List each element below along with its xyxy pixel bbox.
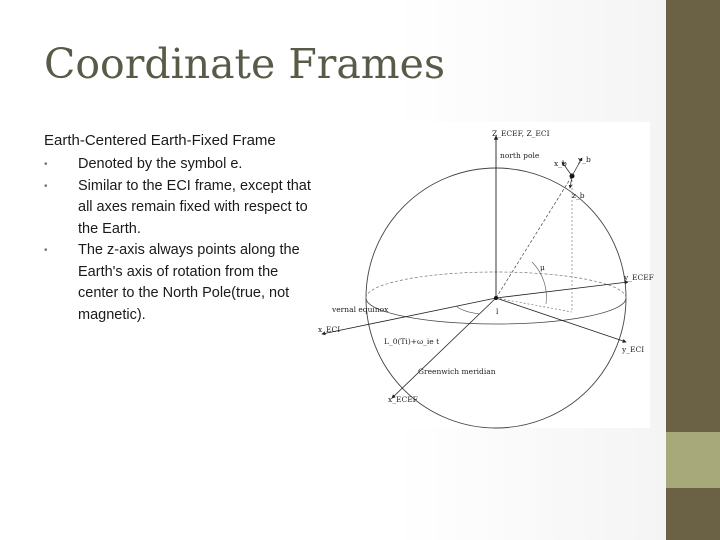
label-y-eci: y_ECI <box>622 345 645 354</box>
label-omega: L_0(Ti)+ω_ie t <box>384 337 440 346</box>
label-north-pole: north pole <box>500 151 540 160</box>
earth-center <box>494 296 498 300</box>
accent-bar-bottom <box>666 488 720 540</box>
bullet-text: Denoted by the symbol e. <box>78 156 243 172</box>
x-ecef-axis <box>392 298 496 398</box>
bullet-dot-icon: • <box>44 180 48 192</box>
accent-bar-middle <box>666 432 720 488</box>
bullet-dot-icon: • <box>44 159 48 170</box>
label-yb: y_b <box>578 155 591 164</box>
label-x-eci: x_ECI <box>318 325 341 334</box>
label-xb: x_b <box>554 159 567 168</box>
slide-subtitle: Earth-Centered Earth-Fixed Frame <box>44 132 276 149</box>
slide-title: Coordinate Frames <box>44 40 445 88</box>
bullet-item <box>44 176 312 241</box>
bullet-text: The z-axis always points along the Earth's axis of rotation from the center to the North Pole(true, not magnetic). <box>78 242 300 323</box>
label-mu: μ <box>540 263 545 272</box>
label-l: l <box>496 307 499 316</box>
longitude-arc <box>456 306 480 314</box>
label-greenwich: Greenwich meridian <box>418 367 496 376</box>
accent-bar-top <box>666 0 720 432</box>
label-y-ecef: y_ECEF <box>624 273 654 282</box>
y-ecef-axis <box>496 282 628 298</box>
label-x-ecef: x_ECEF <box>388 395 418 404</box>
y-eci-axis <box>496 298 626 342</box>
bullet-list <box>44 154 312 326</box>
bullet-item <box>44 154 312 176</box>
position-vector <box>496 176 572 298</box>
label-z-top: Z_ECEF, Z_ECI <box>492 129 550 138</box>
ecef-diagram-svg <box>316 122 654 428</box>
bullet-text: Similar to the ECI frame, except that all axes remain fixed with respect to the Earth. <box>78 177 311 237</box>
label-zb: z_b <box>572 191 585 200</box>
label-vernal: vernal equinox <box>332 305 389 314</box>
x-eci-axis <box>322 298 496 334</box>
ecef-diagram <box>316 122 654 428</box>
equator-projection <box>496 298 572 312</box>
bullet-dot-icon: • <box>44 245 48 256</box>
bullet-item <box>44 240 312 326</box>
